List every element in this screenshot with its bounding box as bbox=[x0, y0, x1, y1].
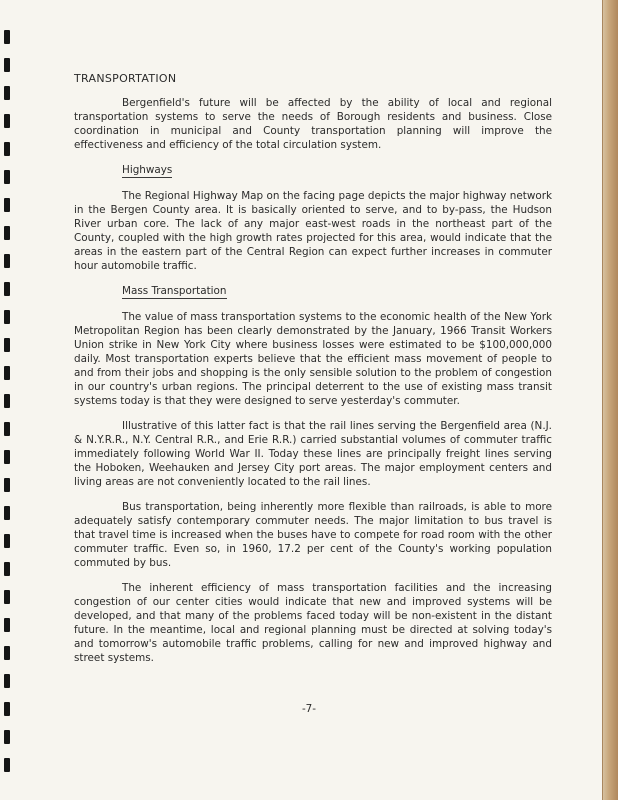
binding-hole bbox=[4, 534, 10, 548]
binding-hole bbox=[4, 394, 10, 408]
binding-hole bbox=[4, 674, 10, 688]
binding-hole bbox=[4, 450, 10, 464]
binding-hole bbox=[4, 86, 10, 100]
binding-holes bbox=[4, 0, 12, 800]
binding-hole bbox=[4, 590, 10, 604]
highways-heading: Highways bbox=[122, 164, 173, 176]
binding-hole bbox=[4, 282, 10, 296]
intro-paragraph: Bergenfield's future will be affected by the ability of local and regional transportation systems to serve the needs of Borough residents and business. Close coordination in municipal and County transportation planning will improve the effectiveness and efficiency of the total circulation system. bbox=[74, 97, 552, 151]
binding-hole bbox=[4, 142, 10, 156]
binding-hole bbox=[4, 114, 10, 128]
binding-hole bbox=[4, 254, 10, 268]
binding-hole bbox=[4, 58, 10, 72]
binding-hole bbox=[4, 758, 10, 772]
binding-hole bbox=[4, 366, 10, 380]
binding-hole bbox=[4, 170, 10, 184]
binding-hole bbox=[4, 618, 10, 632]
highways-paragraph: The Regional Highway Map on the facing page depicts the major highway network in the Bergen County area. It is basically oriented to serve, and to by-pass, the Hudson River urban core. The lack of any major east-west roads in the northeast part of the County, coupled with the high growth rates projected for this area, would indicate that the areas in the eastern part of the Central Region can expect further increases in commuter hour automobile traffic. bbox=[74, 190, 552, 272]
rail-lines-paragraph: Illustrative of this latter fact is that the rail lines serving the Bergenfield area (N.J. & N.Y.R.R., N.Y. Central R.R., and Erie R.R.) carried substantial volumes of commuter traffic immediately following World War II. Today these lines are principally freight lines serving the Hoboken, Weehauken and Jersey City port areas. The major employment centers and living areas are not conveniently located to the rail lines. bbox=[74, 420, 552, 488]
binding-hole bbox=[4, 30, 10, 44]
binding-hole bbox=[4, 562, 10, 576]
binding-hole bbox=[4, 422, 10, 436]
mass-transit-paragraph: The value of mass transportation systems to the economic health of the New York Metropolitan Region has been clearly demonstrated by the January, 1966 Transit Workers Union strike in New York City where business losses were estimated to be $100,000,000 daily. Most transportation experts believe that the efficient mass movement of people to and from their jobs and shopping is the only sensible solution to the problem of congestion in our country's urban regions. The principal deterrent to the use of existing mass transit systems today is that they were designed to serve yesterday's commuter. bbox=[74, 311, 552, 407]
mass-transportation-heading: Mass Transportation bbox=[122, 285, 227, 297]
page-edge bbox=[602, 0, 618, 800]
binding-hole bbox=[4, 646, 10, 660]
binding-hole bbox=[4, 310, 10, 324]
binding-hole bbox=[4, 198, 10, 212]
binding-hole bbox=[4, 338, 10, 352]
section-title: TRANSPORTATION bbox=[74, 72, 177, 85]
future-systems-paragraph: The inherent efficiency of mass transportation facilities and the increasing congestion of our center cities would indicate that new and improved systems will be developed, and that many of the problems faced today will be non-existent in the distant future. In the meantime, local and regional planning must be directed at solving today's and tomorrow's automobile traffic problems, calling for new and improved highway and street systems. bbox=[74, 582, 552, 664]
page-content bbox=[74, 72, 552, 665]
binding-hole bbox=[4, 506, 10, 520]
bus-transportation-paragraph: Bus transportation, being inherently more flexible than railroads, is able to more adequately satisfy contemporary commuter needs. The major limitation to bus travel is that travel time is increased when the buses have to compete for road room with the other commuter traffic. Even so, in 1960, 17.2 per cent of the County's working population commuted by bus. bbox=[74, 501, 552, 569]
binding-hole bbox=[4, 478, 10, 492]
binding-hole bbox=[4, 226, 10, 240]
page-number: -7- bbox=[301, 703, 317, 715]
binding-hole bbox=[4, 730, 10, 744]
